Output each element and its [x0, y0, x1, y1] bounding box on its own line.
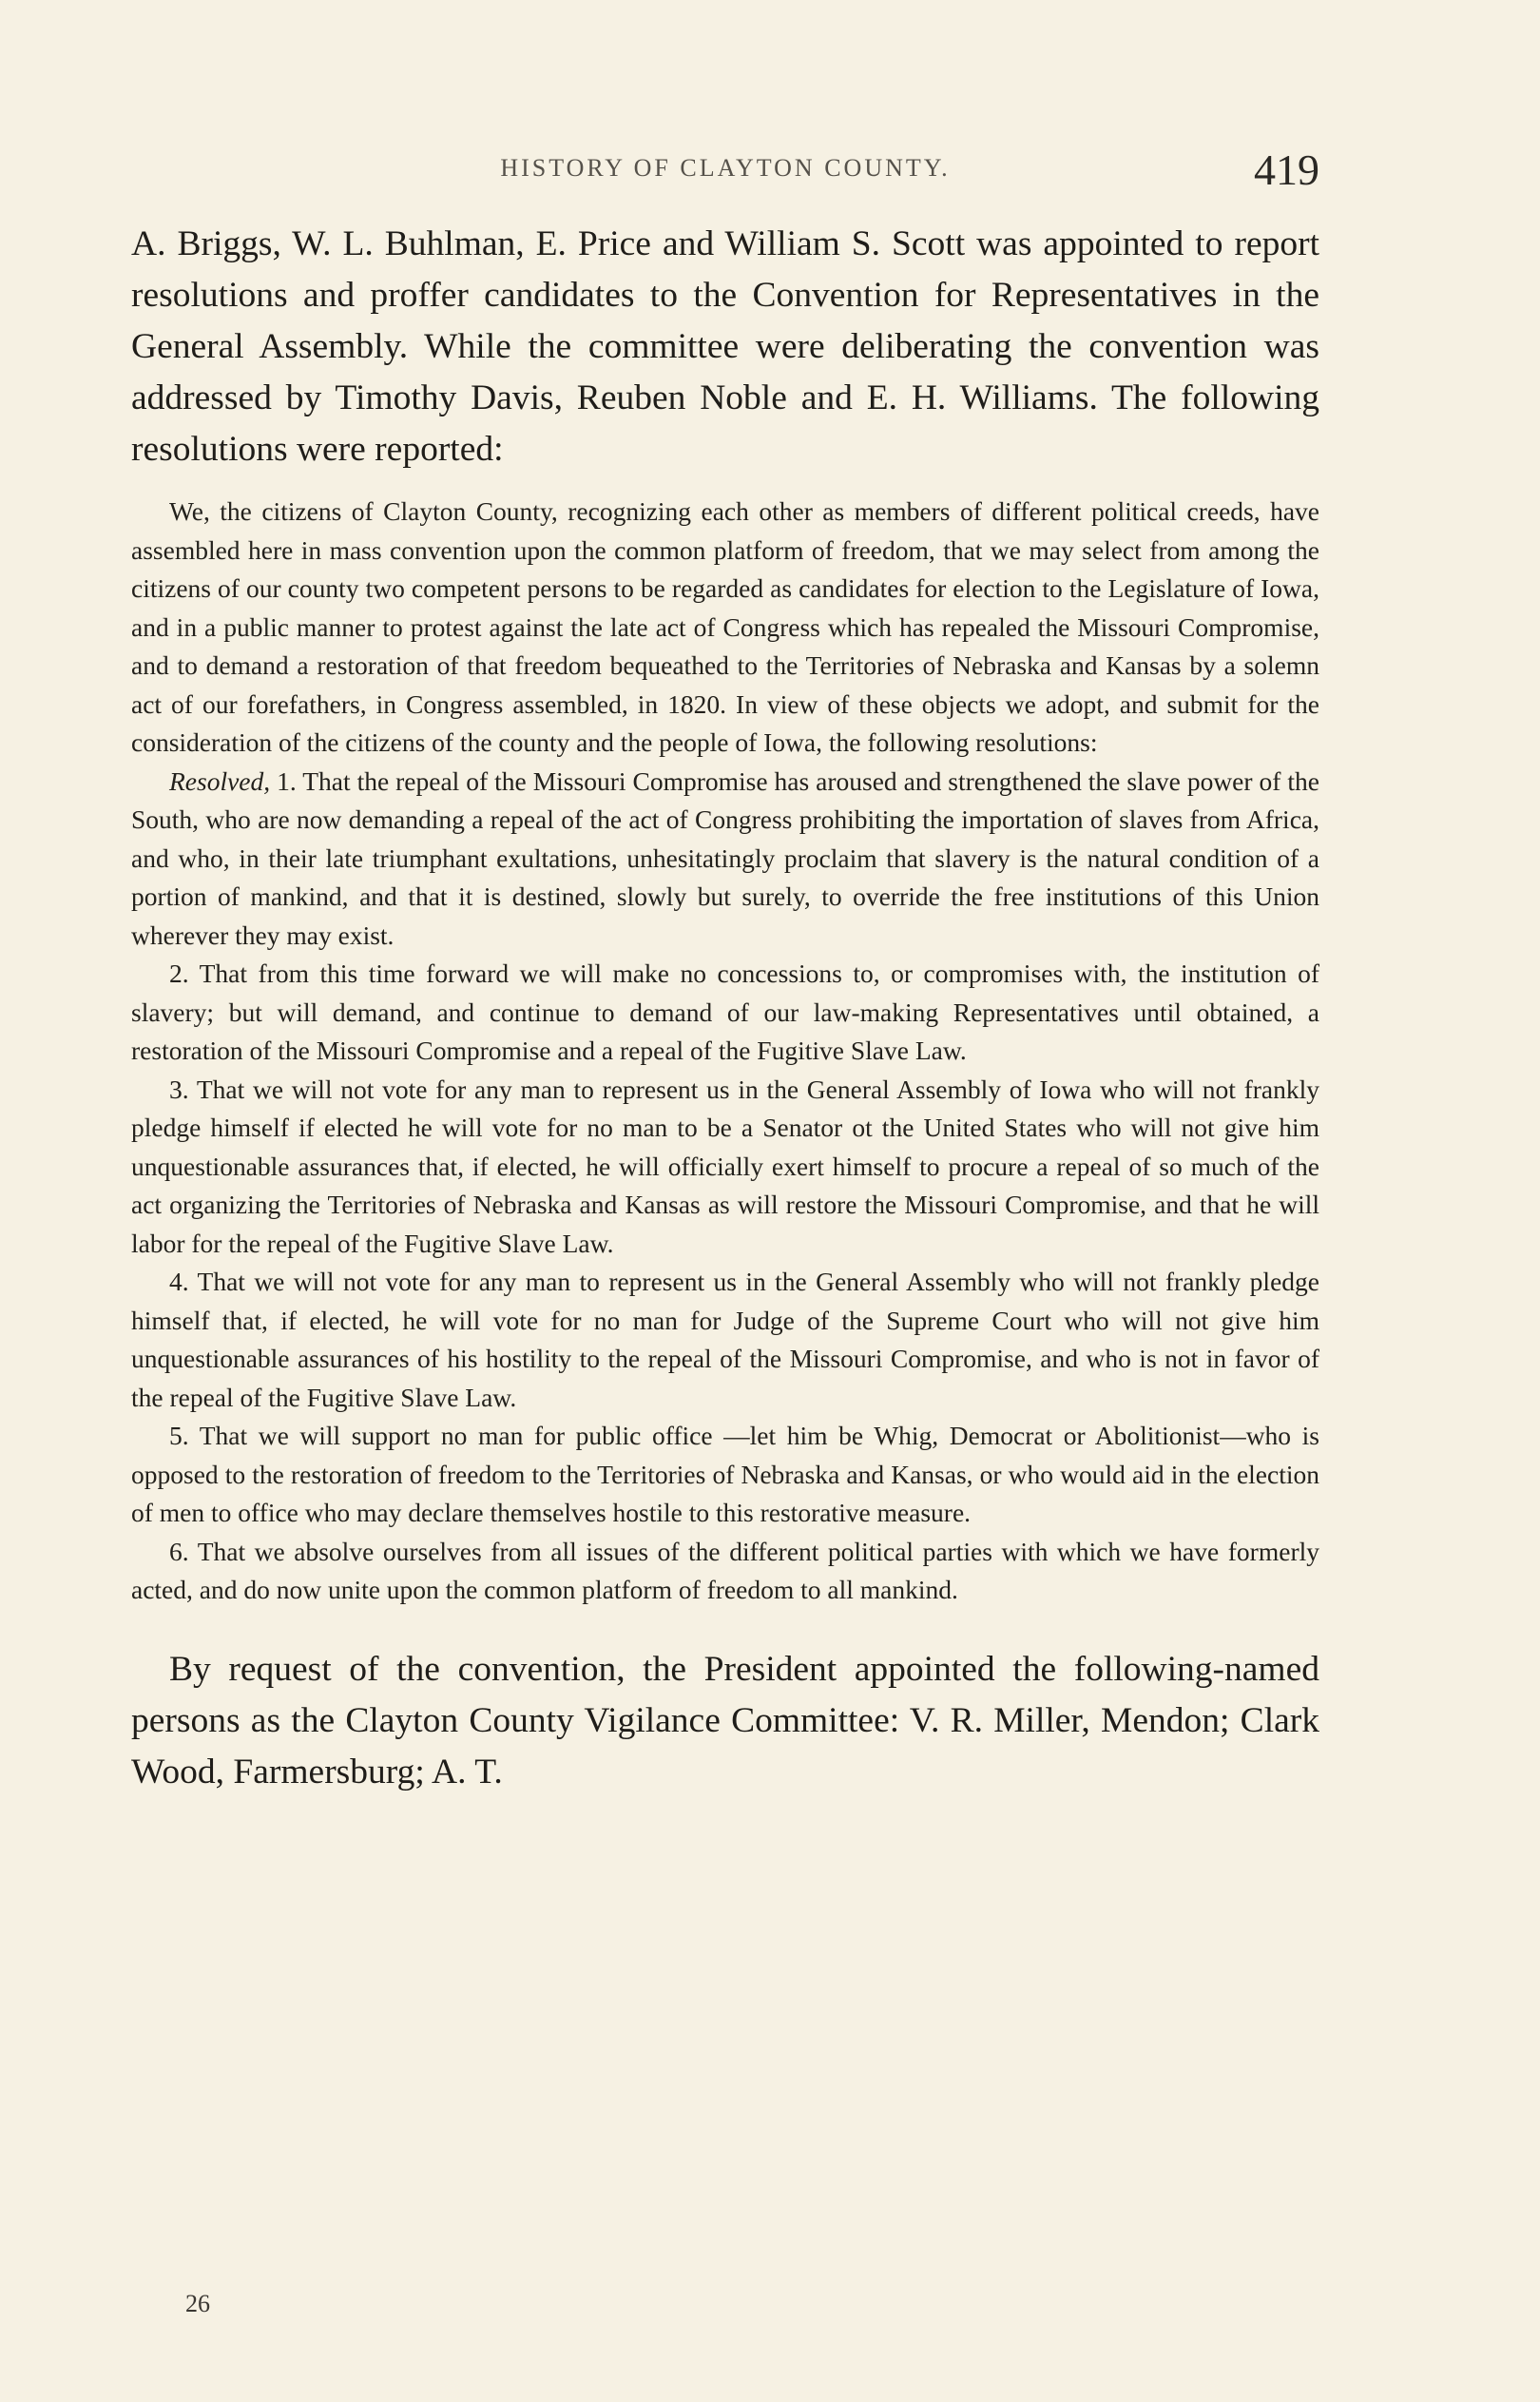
intro-paragraph: A. Briggs, W. L. Buhlman, E. Price and William S. Scott was appointed to report resolutions and proffer candidates to the Convention for Representatives in the General Assembly. While the committee were deliberating the convention was addressed by Timothy Davis, Reuben Noble and E. H. Williams. The following resolutions were reported: — [131, 224, 1319, 469]
resolution-6: 6. That we absolve ourselves from all issues of the different political parties with which we have formerly acted, and do now unite upon the common platform of freedom to all mankind. — [131, 1536, 1319, 1604]
resolutions-block — [131, 493, 1319, 1610]
resolution-5: 5. That we will support no man for public office —let him be Whig, Democrat or Abolitionist—who is opposed to the restoration of freedom to the Territories of Nebraska and Kansas, or who would aid in the election of men to office who may declare themselves hostile to this restorative measure. — [131, 1421, 1319, 1527]
page-number: 419 — [1254, 145, 1319, 194]
resolved-label: Resolved, — [169, 765, 271, 796]
running-head: HISTORY OF CLAYTON COUNTY. — [500, 154, 951, 182]
resolution-2: 2. That from this time forward we will make no concessions to, or compromises with, the institution of slavery; but will demand, and continue to demand of our law-making Representatives until obtained, a restoration of the Missouri Compromise and a repeal of the Fugitive Slave Law. — [131, 959, 1319, 1065]
page-body — [131, 219, 1319, 1798]
signature-mark: 26 — [185, 2290, 210, 2317]
resolution-4: 4. That we will not vote for any man to represent us in the General Assembly who will not frankly pledge himself that, if elected, he will vote for no man for Judge of the Supreme Court who will not give him unquestionable assurances of his hostility to the repeal of the Missouri Compromise, and who is not in favor of the repeal of the Fugitive Slave Law. — [131, 1267, 1319, 1412]
page-header — [131, 145, 1319, 202]
resolution-1 — [131, 763, 1319, 956]
closing-paragraph: By request of the convention, the President appointed the following-named persons as the Clayton County Vigilance Committee: V. R. Miller, Mendon; Clark Wood, Farmersburg; A. T. — [131, 1649, 1319, 1792]
preamble-paragraph: We, the citizens of Clayton County, recognizing each other as members of different political creeds, have assembled here in mass convention upon the common platform of freedom, that we may select from among the citizens of our county two competent persons to be regarded as candidates for election to the Legislature of Iowa, and in a public manner to protest against the late act of Congress which has repealed the Missouri Compromise, and to demand a restoration of that freedom bequeathed to the Territories of Nebraska and Kansas by a solemn act of our forefathers, in Congress assembled, in 1820. In view of these objects we adopt, and submit for the consideration of the citizens of the county and the people of Iowa, the following resolutions: — [131, 496, 1319, 757]
resolution-1-text: 1. That the repeal of the Missouri Compromise has aroused and strengthened the slave power of the South, who are now demanding a repeal of the act of Congress prohibiting the importation of slaves from Africa, and who, in their late triumphant exultations, unhesitatingly proclaim that slavery is the natural condition of a portion of mankind, and that it is destined, slowly but surely, to override the free institutions of this Union wherever they may exist. — [131, 765, 1319, 950]
resolution-3: 3. That we will not vote for any man to represent us in the General Assembly of Iowa who will not frankly pledge himself if elected he will vote for no man to be a Senator ot the United States who will not give him unquestionable assurances that, if elected, he will officially exert himself to procure a repeal of so much of the act organizing the Territories of Nebraska and Kansas as will restore the Missouri Compromise, and that he will labor for the repeal of the Fugitive Slave Law. — [131, 1074, 1319, 1258]
